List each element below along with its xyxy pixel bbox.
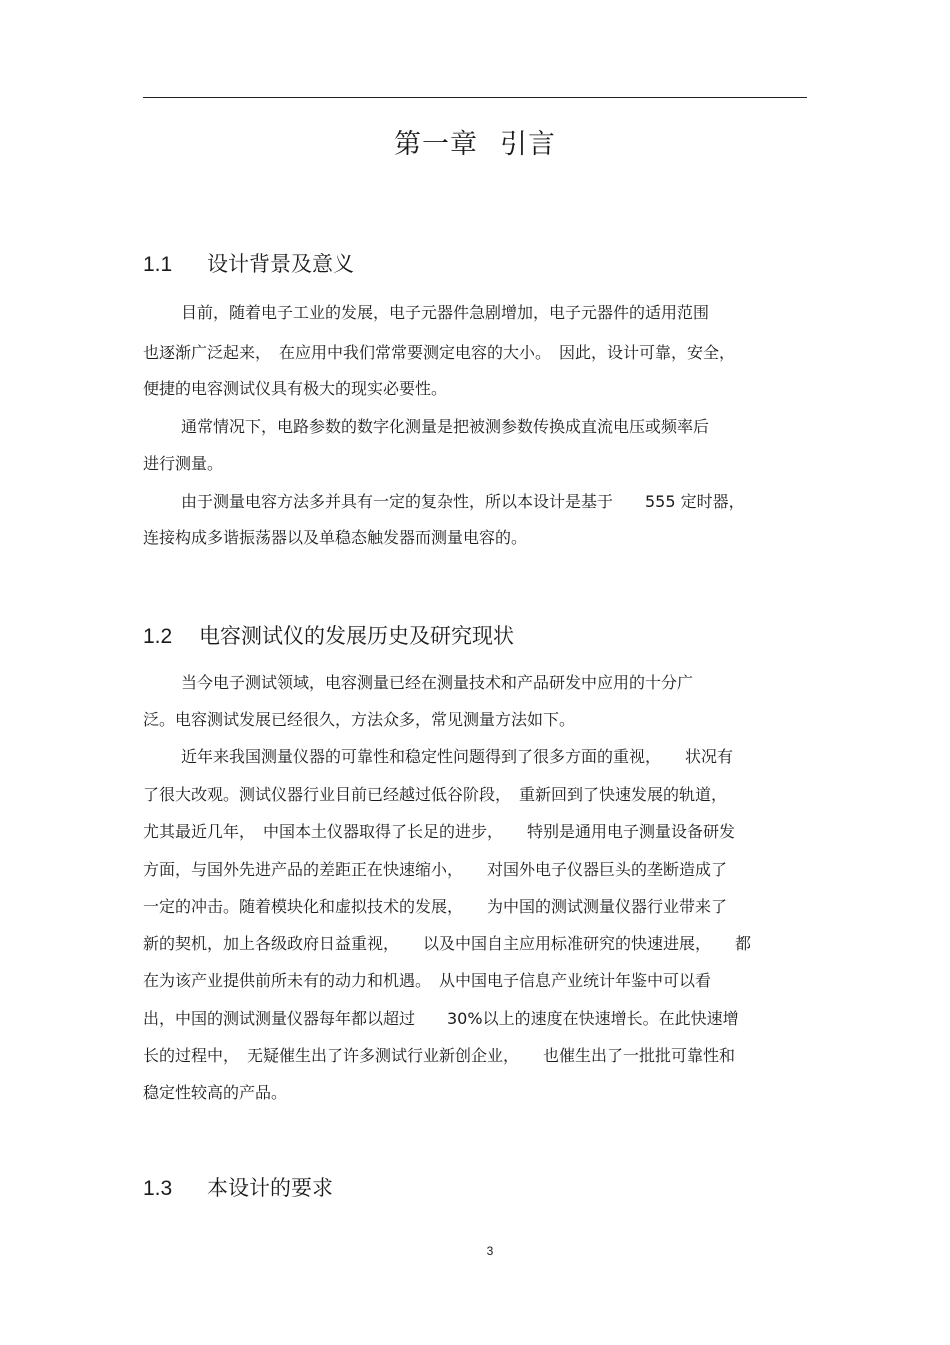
- section-title: 设计背景及意义: [207, 252, 354, 276]
- section-heading-1-3: [143, 1172, 333, 1202]
- chapter-label: 第一章: [394, 129, 478, 160]
- paragraph-line: 新的契机，加上各级政府日益重视， 以及中国自主应用标准研究的快速进展， 都: [143, 934, 752, 953]
- header-rule: [143, 97, 807, 98]
- section-number: 1.3: [143, 1177, 173, 1200]
- paragraph-line: 方面，与国外先进产品的差距正在快速缩小， 对国外电子仪器巨头的垄断造成了: [143, 860, 728, 879]
- section-title: 电容测试仪的发展历史及研究现状: [199, 624, 514, 648]
- paragraph-line: 一定的冲击。随着模块化和虚拟技术的发展， 为中国的测试测量仪器行业带来了: [143, 897, 728, 916]
- paragraph-line: 稳定性较高的产品。: [143, 1083, 288, 1102]
- section-heading-1-1: [143, 248, 354, 278]
- paragraph-line: 连接构成多谐振荡器以及单稳态触发器而测量电容的。: [143, 528, 528, 547]
- paragraph-line: 了很大改观。测试仪器行业目前已经越过低谷阶段， 重新回到了快速发展的轨道，: [143, 785, 728, 804]
- paragraph-line: 通常情况下，电路参数的数字化测量是把被测参数传换成直流电压或频率后: [181, 417, 710, 436]
- paragraph-line: 进行测量。: [143, 454, 224, 473]
- paragraph-line: 在为该产业提供前所未有的动力和机遇。 从中国电子信息产业统计年鉴中可以看: [143, 971, 712, 990]
- chapter-title: [0, 122, 950, 161]
- paragraph-line: 便捷的电容测试仪具有极大的现实必要性。: [143, 379, 448, 398]
- section-number: 1.1: [143, 253, 173, 276]
- paragraph-line: 长的过程中， 无疑催生出了许多测试行业新创企业， 也催生出了一批批可靠性和: [143, 1046, 736, 1065]
- paragraph-line: 当今电子测试领域，电容测量已经在测量技术和产品研发中应用的十分广: [181, 673, 694, 692]
- paragraph-line: 尤其最近几年， 中国本土仪器取得了长足的进步， 特别是通用电子测量设备研发: [143, 822, 736, 841]
- paragraph-line: 由于测量电容方法多并具有一定的复杂性，所以本设计是基于 555 定时器，: [181, 492, 745, 511]
- paragraph-line: 近年来我国测量仪器的可靠性和稳定性问题得到了很多方面的重视， 状况有: [181, 747, 734, 766]
- section-heading-1-2: [143, 620, 514, 650]
- paragraph-line: 目前，随着电子工业的发展，电子元器件急剧增加，电子元器件的适用范围: [181, 303, 710, 322]
- paragraph-line: 泛。电容测试发展已经很久，方法众多，常见测量方法如下。: [143, 710, 576, 729]
- chapter-title-text: 引言: [500, 129, 556, 160]
- section-number: 1.2: [143, 625, 173, 648]
- page-number: 3: [486, 1244, 494, 1258]
- paragraph-line: 也逐渐广泛起来， 在应用中我们常常要测定电容的大小。 因此，设计可靠，安全，: [143, 343, 736, 362]
- section-title: 本设计的要求: [207, 1176, 333, 1200]
- paragraph-line: 出，中国的测试测量仪器每年都以超过 30%以上的速度在快速增长。在此快速增: [143, 1009, 739, 1028]
